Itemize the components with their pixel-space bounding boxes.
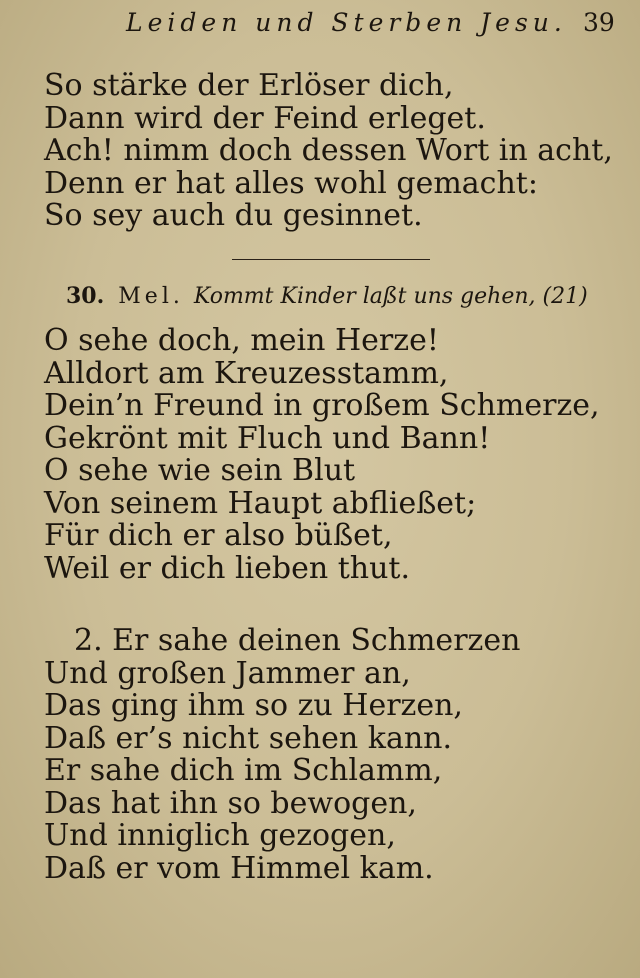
verse-line: So stärke der Erlöser dich, — [44, 68, 454, 103]
verse-line: Von seinem Haupt abfließet; — [44, 485, 477, 521]
verse-line: Alldort am Kreuzesstamm, — [44, 355, 449, 391]
verse-line: Dann wird der Feind erleget. — [44, 100, 486, 136]
verse-line: Daß er’s nicht sehen kann. — [44, 720, 453, 756]
verse-line: Das ging ihm so zu Herzen, — [44, 688, 463, 723]
tune-name: Kommt Kinder laßt uns gehen, (21) — [193, 284, 588, 309]
verse-line: Ach! nimm doch dessen Wort in acht, — [44, 133, 613, 168]
section-divider — [232, 259, 430, 260]
page-number: 39 — [583, 8, 615, 37]
verse-line: Gekrönt mit Fluch und Bann! — [44, 420, 491, 456]
verse-line: Das hat ihn so bewogen, — [44, 785, 417, 821]
verse-line: O sehe doch, mein Herze! — [44, 323, 439, 358]
stanza-2 — [44, 625, 520, 885]
continued-stanza — [44, 70, 613, 233]
verse-line: 2. Er sahe deinen Schmerzen — [74, 623, 521, 658]
verse-line: So sey auch du gesinnet. — [44, 198, 423, 233]
hymn-number: 30. — [66, 283, 105, 309]
verse-line: Er sahe dich im Schlamm, — [44, 753, 443, 788]
verse-line: Weil er dich lieben thut. — [44, 550, 411, 586]
verse-line: Und inniglich gezogen, — [44, 818, 396, 853]
verse-line: O sehe wie sein Blut — [44, 453, 356, 488]
hymn-heading — [66, 283, 588, 309]
verse-line: Und großen Jammer an, — [44, 655, 411, 691]
verse-line: Denn er hat alles wohl gemacht: — [44, 165, 538, 201]
verse-line: Daß er vom Himmel kam. — [44, 850, 434, 886]
verse-line: Dein’n Freund in großem Schmerze, — [44, 388, 600, 423]
stanza-1 — [44, 325, 600, 585]
running-title: Leiden und Sterben Jesu. — [126, 8, 567, 37]
melody-label: Mel. — [118, 284, 184, 309]
verse-line: Für dich er also büßet, — [44, 518, 393, 553]
